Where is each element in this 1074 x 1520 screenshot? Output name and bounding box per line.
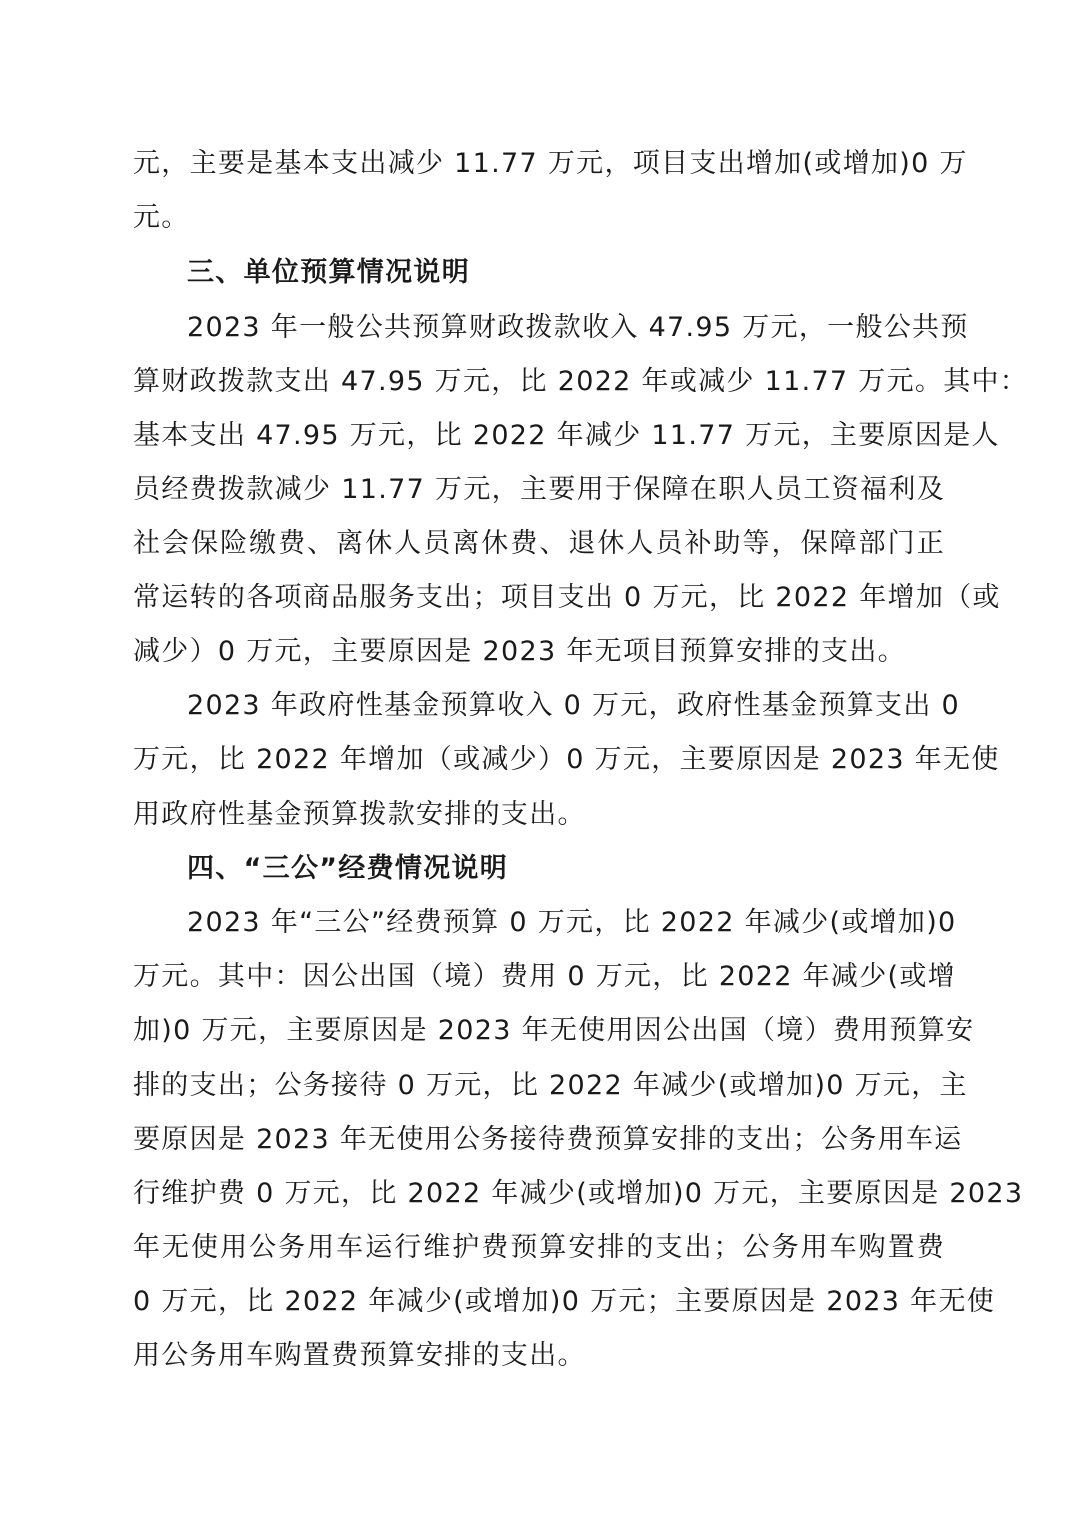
s4p1-line-4: 排的支出；公务接待 0 万元，比 2022 年减少(或增加)0 万元，主 — [133, 1070, 968, 1101]
s3p2-line-3: 用政府性基金预算拨款安排的支出。 — [133, 799, 586, 830]
s4p1-line-3: 加)0 万元，主要原因是 2023 年无使用因公出国（境）费用预算安 — [133, 1015, 975, 1046]
intro-line-1: 元，主要是基本支出减少 11.77 万元，项目支出增加(或增加)0 万 — [133, 148, 968, 179]
s3p2-line-1: 2023 年政府性基金预算收入 0 万元，政府性基金预算支出 0 — [187, 690, 960, 721]
s4p1-line-1: 2023 年“三公”经费预算 0 万元，比 2022 年减少(或增加)0 — [187, 907, 957, 938]
s3p1-line-2: 算财政拨款支出 47.95 万元，比 2022 年或减少 11.77 万元。其中： — [133, 366, 1029, 397]
section-4-heading: 四、“三公”经费情况说明 — [187, 853, 509, 884]
s4p1-line-6: 行维护费 0 万元，比 2022 年减少(或增加)0 万元，主要原因是 2023 — [133, 1178, 1024, 1209]
s3p1-line-4: 员经费拨款减少 11.77 万元，主要用于保障在职人员工资福利及 — [133, 474, 945, 505]
intro-line-2: 元。 — [133, 202, 190, 233]
s4p1-line-8: 0 万元，比 2022 年减少(或增加)0 万元；主要原因是 2023 年无使 — [133, 1286, 996, 1317]
section-3-heading: 三、单位预算情况说明 — [187, 257, 470, 288]
s3p1-line-6: 常运转的各项商品服务支出；项目支出 0 万元，比 2022 年增加（或 — [133, 582, 1001, 613]
s3p1-line-1: 2023 年一般公共预算财政拨款收入 47.95 万元，一般公共预 — [187, 312, 969, 343]
s3p1-line-5: 社会保险缴费、离休人员离休费、退休人员补助等，保障部门正 — [133, 528, 945, 559]
s4p1-line-9: 用公务用车购置费预算安排的支出。 — [133, 1340, 586, 1371]
s3p1-line-3: 基本支出 47.95 万元，比 2022 年减少 11.77 万元，主要原因是人 — [133, 420, 1000, 451]
s3p2-line-2: 万元，比 2022 年增加（或减少）0 万元，主要原因是 2023 年无使 — [133, 744, 1000, 775]
s4p1-line-7: 年无使用公务用车运行维护费预算安排的支出；公务用车购置费 — [133, 1232, 945, 1263]
s4p1-line-2: 万元。其中：因公出国（境）费用 0 万元，比 2022 年减少(或增 — [133, 961, 956, 992]
s3p1-line-7: 减少）0 万元，主要原因是 2023 年无项目预算安排的支出。 — [133, 636, 906, 667]
s4p1-line-5: 要原因是 2023 年无使用公务接待费预算安排的支出；公务用车运 — [133, 1124, 963, 1155]
